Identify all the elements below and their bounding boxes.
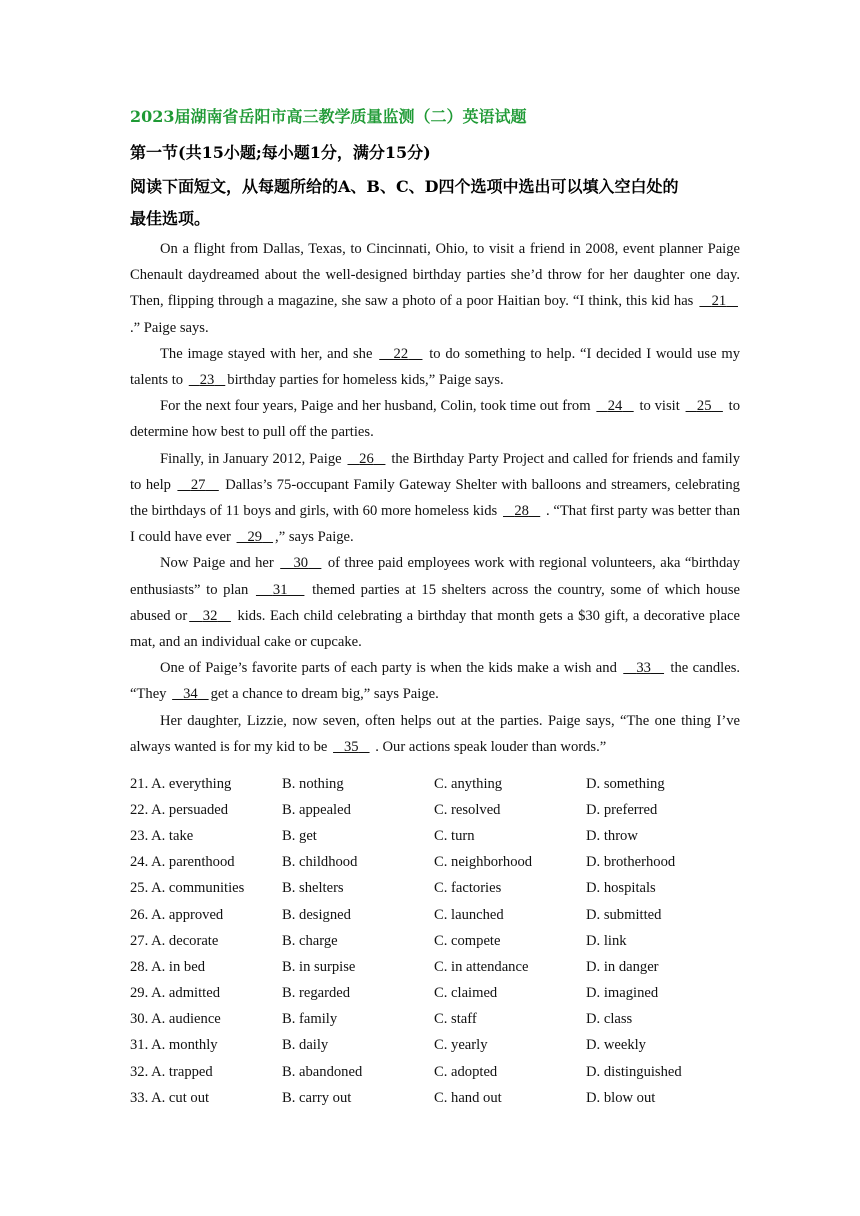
passage-text: Dallas’s 75-occupant Family Gateway Shelter with balloons and streamers, celebrating the birthdays of 11 boys and girls, with 60 more homeless kids — [130, 476, 740, 520]
passage-text: birthday parties for homeless kids,” Paige says. — [227, 372, 504, 389]
option-a: 29. A. admitted — [130, 985, 220, 1002]
passage-text: . “That first party was better than I could have ever — [130, 503, 741, 546]
passage-text: to do something to help. “I decided I would use my talents to — [130, 345, 741, 389]
option-d: D. link — [586, 932, 627, 949]
option-c: C. claimed — [434, 985, 498, 1002]
instruction-line-2: 最佳选项。 — [130, 209, 211, 228]
question-row — [130, 1033, 750, 1059]
passage-text: On a flight from Dallas, Texas, to Cincinnati, Ohio, to visit a friend in 2008, event planner Paige Chenault daydreamed about the well-designed birthday parties she’d throw for her daughter one day. Then, flipping through a magazine, she saw a photo of a poor Haitian boy. “I think, this kid has — [130, 241, 740, 310]
paragraph-1 — [130, 236, 740, 341]
passage-text: The image stayed with her, and she — [160, 345, 373, 362]
option-c: C. adopted — [434, 1063, 498, 1080]
blank-35: 35 — [344, 738, 359, 755]
option-c: C. launched — [434, 906, 504, 923]
paragraph-5 — [130, 550, 740, 655]
option-a: 32. A. trapped — [130, 1063, 213, 1080]
option-a: 23. A. take — [130, 827, 194, 844]
option-c: C. turn — [434, 827, 475, 844]
blank-32: 32 — [202, 607, 218, 624]
blank-26: 26 — [359, 450, 374, 467]
question-row — [130, 823, 750, 849]
option-b: B. daily — [282, 1037, 329, 1054]
option-d: D. preferred — [586, 801, 658, 818]
option-b: B. family — [282, 1011, 338, 1028]
option-c: C. in attendance — [434, 958, 529, 975]
option-c: C. resolved — [434, 801, 501, 818]
section-heading: 第一节(共15小题;每小题1分，满分15分) — [130, 143, 431, 162]
option-d: D. brotherhood — [586, 854, 676, 871]
option-b: B. regarded — [282, 985, 351, 1002]
blank-25: 25 — [696, 398, 712, 415]
passage-text: .” Paige says. — [130, 319, 209, 336]
option-c: C. hand out — [434, 1089, 502, 1106]
option-a: 33. A. cut out — [130, 1089, 210, 1106]
option-d: D. something — [586, 775, 665, 792]
option-b: B. get — [282, 827, 317, 844]
option-c: C. yearly — [434, 1037, 488, 1054]
blank-29: 29 — [247, 529, 263, 546]
answer-options — [130, 771, 750, 1111]
option-b: B. carry out — [282, 1089, 352, 1106]
passage-text: One of Paige’s favorite parts of each party is when the kids make a wish and — [160, 660, 617, 677]
option-a: 27. A. decorate — [130, 932, 219, 949]
instruction-line-1: 阅读下面短文，从每题所给的A、B、C、D四个选项中选出可以填入空白处的 — [130, 177, 679, 196]
option-d: D. submitted — [586, 906, 662, 923]
option-d: D. hospitals — [586, 880, 656, 897]
option-c: C. neighborhood — [434, 854, 533, 871]
passage-text: . Our actions speak louder than words.” — [375, 738, 607, 755]
blank-27: 27 — [190, 476, 206, 493]
question-row — [130, 954, 750, 980]
option-d: D. imagined — [586, 985, 659, 1002]
passage-text: Finally, in January 2012, Paige — [160, 450, 342, 467]
paragraph-6 — [130, 655, 740, 707]
paragraph-7 — [130, 708, 740, 760]
cloze-passage — [130, 236, 740, 760]
option-c: C. anything — [434, 775, 503, 792]
exam-title: 2023届湖南省岳阳市高三教学质量监测（二）英语试题 — [130, 107, 527, 126]
option-d: D. blow out — [586, 1089, 656, 1106]
blank-22: 22 — [393, 345, 409, 362]
paragraph-4 — [130, 446, 740, 551]
passage-text: the candles. “They — [130, 660, 741, 703]
option-d: D. in danger — [586, 958, 659, 975]
option-d: D. weekly — [586, 1037, 646, 1054]
blank-28: 28 — [514, 503, 529, 520]
paragraph-2 — [130, 341, 740, 393]
blank-24: 24 — [607, 398, 623, 415]
question-row — [130, 1007, 750, 1033]
option-a: 24. A. parenthood — [130, 854, 235, 871]
paragraph-3 — [130, 393, 740, 445]
blank-21: 21 — [711, 293, 727, 310]
option-a: 21. A. everything — [130, 775, 232, 792]
passage-text: the Birthday Party Project and called for friends and family to help — [130, 450, 740, 493]
passage-text: Her daughter, Lizzie, now seven, often helps out at the parties. Paige says, “The one thing I’ve always wanted is for my kid to be — [130, 712, 740, 755]
option-d: D. distinguished — [586, 1063, 682, 1080]
passage-text: to visit — [639, 398, 680, 415]
question-row — [130, 1059, 750, 1085]
blank-33: 33 — [636, 660, 651, 677]
question-row — [130, 981, 750, 1007]
blank-23: 23 — [199, 372, 215, 389]
option-b: B. abandoned — [282, 1063, 363, 1080]
passage-text: get a chance to dream big,” says Paige. — [210, 686, 439, 703]
passage-text: kids. Each child celebrating a birthday that month gets a $30 gift, a decorative place mat, and an individual cake or cupcake. — [130, 607, 740, 651]
option-c: C. factories — [434, 880, 502, 897]
option-b: B. in surpise — [282, 958, 356, 975]
option-b: B. appealed — [282, 801, 351, 818]
blank-31: 31 — [272, 581, 288, 598]
passage-text: of three paid employees work with regional volunteers, aka “birthday enthusiasts” to plan — [130, 555, 741, 598]
passage-text: For the next four years, Paige and her husband, Colin, took time out from — [160, 398, 591, 415]
option-d: D. class — [586, 1011, 633, 1028]
option-b: B. nothing — [282, 775, 344, 792]
question-row — [130, 1085, 750, 1111]
question-row — [130, 876, 750, 902]
passage-text: ,” says Paige. — [275, 529, 354, 546]
question-row — [130, 797, 750, 823]
option-a: 30. A. audience — [130, 1011, 221, 1028]
blank-34: 34 — [183, 686, 198, 703]
passage-text: to determine how best to pull off the parties. — [130, 398, 741, 441]
question-row — [130, 928, 750, 954]
option-c: C. compete — [434, 932, 501, 949]
passage-text: themed parties at 15 shelters across the country, some of which house abused or — [130, 581, 740, 624]
option-a: 26. A. approved — [130, 906, 224, 923]
option-a: 25. A. communities — [130, 880, 245, 897]
option-b: B. charge — [282, 932, 338, 949]
question-row — [130, 771, 750, 797]
option-b: B. shelters — [282, 880, 344, 897]
option-b: B. designed — [282, 906, 351, 923]
option-a: 22. A. persuaded — [130, 801, 229, 818]
option-b: B. childhood — [282, 854, 358, 871]
question-row — [130, 902, 750, 928]
option-a: 28. A. in bed — [130, 958, 205, 975]
question-row — [130, 850, 750, 876]
option-d: D. throw — [586, 827, 638, 844]
blank-30: 30 — [293, 555, 309, 572]
option-a: 31. A. monthly — [130, 1037, 218, 1054]
passage-text: Now Paige and her — [160, 555, 274, 572]
option-c: C. staff — [434, 1011, 477, 1028]
